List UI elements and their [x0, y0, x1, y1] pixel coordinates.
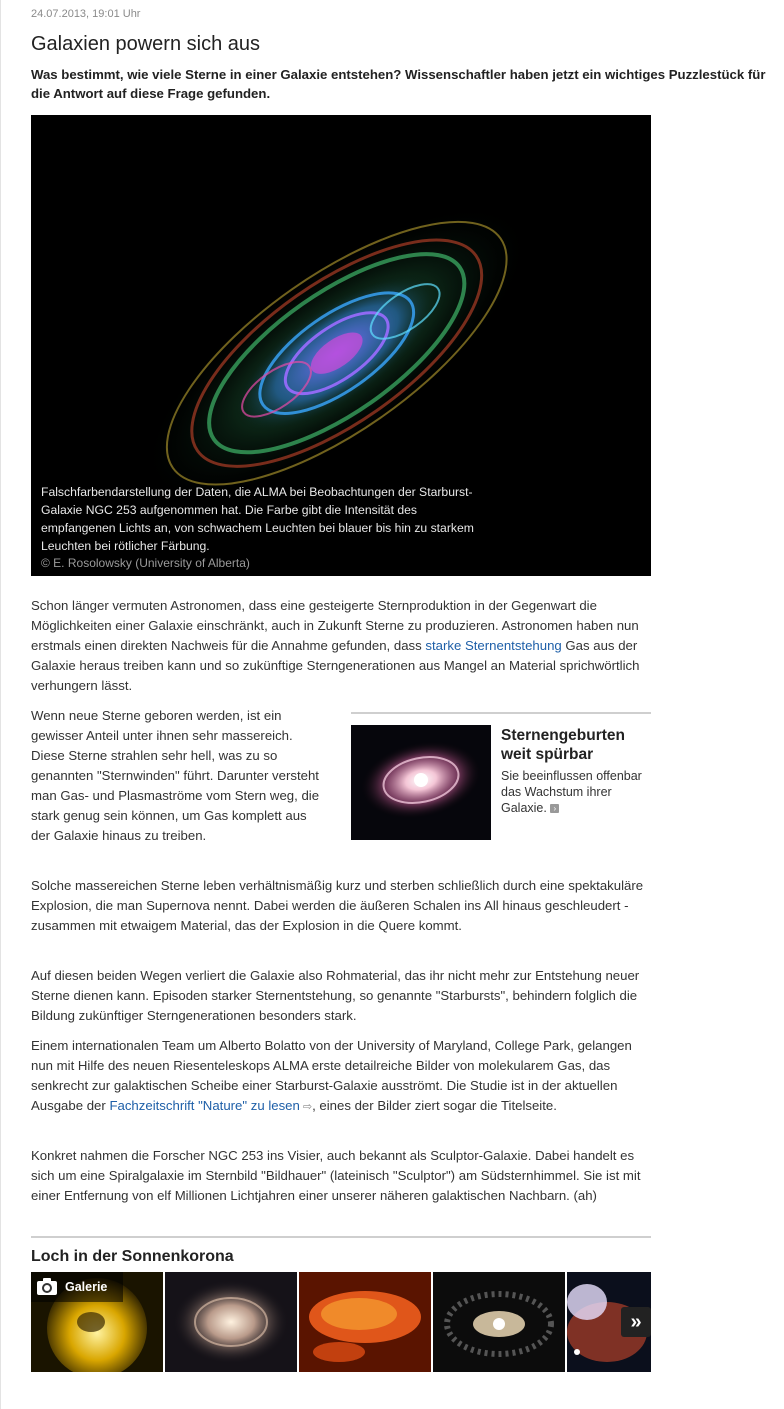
camera-icon	[36, 1276, 58, 1296]
paragraph-1	[31, 596, 656, 696]
gallery-thumb-3[interactable]	[299, 1272, 431, 1372]
paragraph-5	[31, 1036, 656, 1117]
teaser-title[interactable]: Sternengeburten weit spürbar	[501, 727, 626, 763]
hero-image[interactable]	[31, 115, 651, 576]
paragraph-1-text-b: Gas aus der Galaxie heraus treiben kann und so zukünftige Sterngenerationen aus Mangel an Material sprichwörtlich verhungern lässt.	[31, 638, 640, 693]
gallery-badge[interactable]	[31, 1272, 123, 1302]
gallery-thumbnails	[31, 1272, 651, 1372]
dateline: 24.07.2013, 19:01 Uhr	[31, 8, 141, 20]
gallery-divider	[31, 1236, 651, 1238]
arrow-right-icon[interactable]: ›	[550, 804, 559, 813]
left-border	[0, 0, 1, 1409]
hero-caption: Falschfarbendarstellung der Daten, die ALMA bei Beobachtungen der Starburst-Galaxie NGC 253 aufgenommen hat. Die Farbe gibt die Intensität des empfangenen Lichts an, von schwachem Leuchten bei blauer bis hin zu starkem Leuchten bei rötlicher Färbung.	[41, 485, 474, 553]
paragraph-4: Auf diesen beiden Wegen verliert die Galaxie also Rohmaterial, das ihr nicht mehr zur Entstehung neuer Sterne dienen kann. Episoden starker Sternentstehung, so genannte "Starbursts", behindern folglich die Bildung zukünftiger Sterngenerationen besonders stark.	[31, 968, 640, 1023]
teaser-text-label: Sie beeinflussen offenbar das Wachstum ihrer Galaxie.	[501, 769, 642, 815]
paragraph-3: Solche massereichen Sterne leben verhältnismäßig kurz und sterben schließlich durch eine spektakuläre Explosion, die man Supernova nennt. Dabei werden die äußeren Schalen ins All hinaus geschleudert - zusammen mit etwaigem Material, das der Explosion in die Quere kommt.	[31, 878, 644, 933]
external-link-icon: ⇨	[302, 1101, 313, 1113]
teaser-text	[501, 768, 656, 816]
link-nature-fachzeitschrift[interactable]: Fachzeitschrift "Nature" zu lesen	[109, 1098, 300, 1113]
gallery-thumb-2[interactable]	[165, 1272, 297, 1372]
lead-text: Was bestimmt, wie viele Sterne in einer Galaxie entstehen? Wissenschaftler haben jetzt ein wichtiges Puzzlestück für die Antwort auf diese Frage gefunden.	[31, 67, 766, 101]
hero-credit: © E. Rosolowsky (University of Alberta)	[41, 556, 250, 570]
paragraph-5-text-a: Einem internationalen Team um Alberto Bolatto von der University of Maryland, College Park, gelangen nun mit Hilfe des neuen Riesenteleskops ALMA erste detailreiche Bilder von molekularem Gas, das senkrecht zur galaktischen Scheibe einer Starburst-Galaxie ausströmt. Die Studie ist in der aktuellen Ausgabe der	[31, 1038, 632, 1113]
teaser-box[interactable]	[351, 712, 651, 844]
gallery-title[interactable]: Loch in der Sonnenkorona	[31, 1248, 234, 1265]
paragraph-2: Wenn neue Sterne geboren werden, ist ein gewisser Anteil unter ihnen sehr massereich. Diese Sterne strahlen sehr hell, was zu so genannten "Sternwinden" führt. Darunter versteht man Gas- und Plasmaströme vom Stern weg, die stark genug sein können, um Gas komplett aus der Galaxie hinaus zu treiben.	[31, 708, 320, 843]
gallery-badge-label: Galerie	[65, 1280, 108, 1294]
gallery-thumb-4[interactable]	[433, 1272, 565, 1372]
teaser-image[interactable]	[351, 725, 491, 840]
headline: Galaxien powern sich aus	[31, 33, 261, 55]
paragraph-6: Konkret nahmen die Forscher NGC 253 ins Visier, auch bekannt als Sculptor-Galaxie. Dabei handelt es sich um eine Spiralgalaxie im Sternbild "Bildhauer" (lateinisch "Sculptor") am Südsternhimmel. Sie ist mit einer Entfernung von elf Millionen Lichtjahren einer unserer näheren galaktischen Nachbarn. (ah)	[31, 1148, 641, 1203]
gallery-next-button[interactable]: »	[621, 1307, 651, 1337]
paragraph-1-text-a: Schon länger vermuten Astronomen, dass eine gesteigerte Sternproduktion in der Gegenwart die Möglichkeiten einer Galaxie einschränkt, auch in Zukunft Sterne zu produzieren. Astronomen haben nun erstmals einen direkten Nachweis für die Annahme gefunden, dass	[31, 598, 639, 653]
paragraph-5-text-b: , eines der Bilder ziert sogar die Titelseite.	[312, 1098, 557, 1113]
link-starke-sternentstehung[interactable]: starke Sternentstehung	[425, 638, 562, 653]
